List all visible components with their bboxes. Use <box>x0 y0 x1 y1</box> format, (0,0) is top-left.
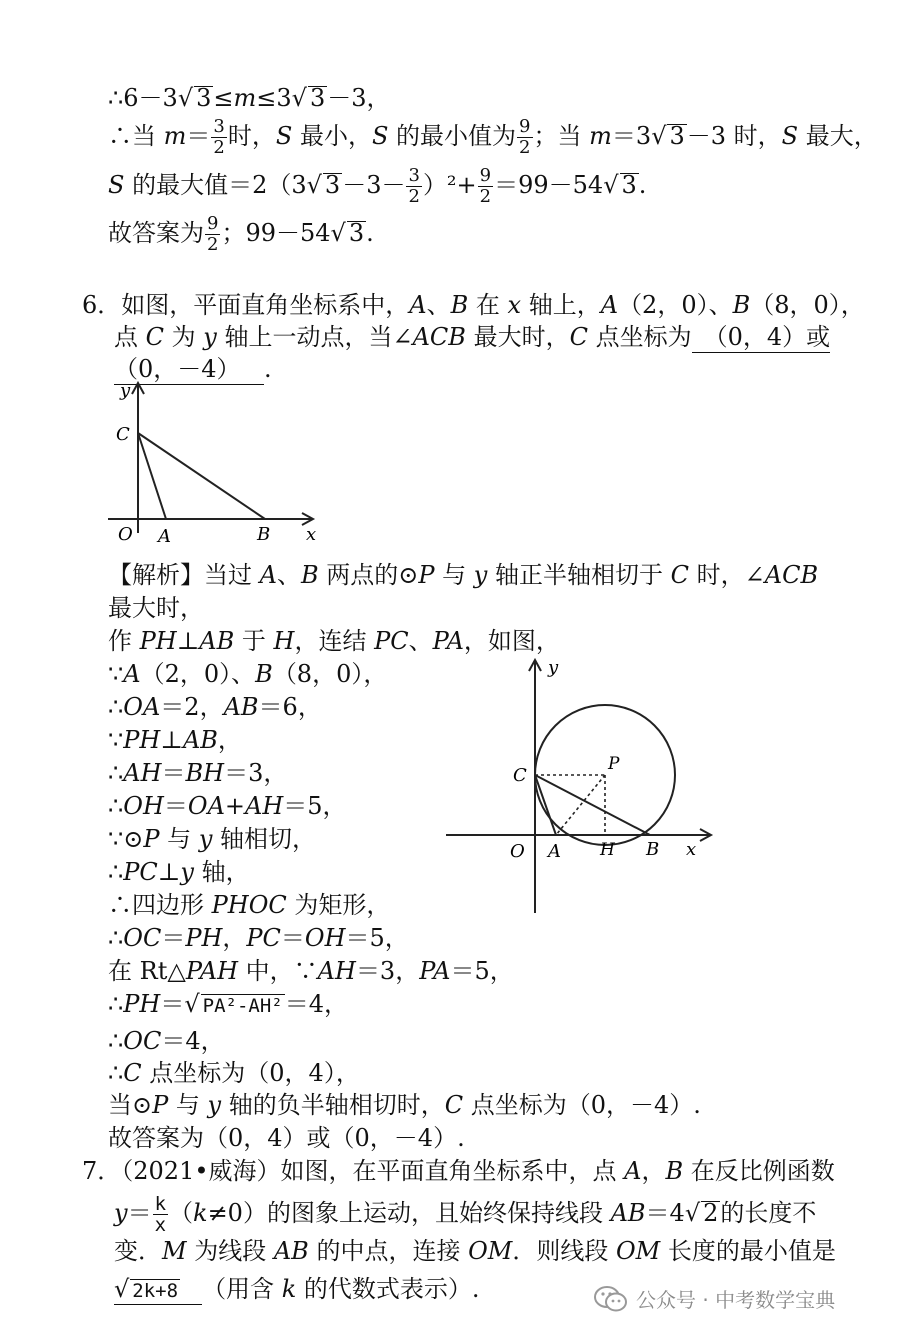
figure-2 <box>440 655 725 920</box>
watermark <box>594 1284 835 1313</box>
prev-line-4: 故答案为 $\frac{9}{2}$ ；99－54√ 3. <box>108 213 374 255</box>
fig1-line-CB <box>138 433 265 519</box>
fig2-label-B: B <box>646 839 660 860</box>
prev-line-2: ∴当 m＝ $\frac{3}{2}$ 时，S 最小，S 的最小值为 $\frac{9}{2}$ ；当 m＝3√ 3－3 时，S 最大， <box>108 116 878 158</box>
sol-line-17: 当⊙P 与 y 轴的负半轴相切时，C 点坐标为（0，－4）. <box>108 1091 701 1119</box>
sol-line-8: ∴OH＝OA+AH＝5， <box>108 792 347 820</box>
q6-answer-1: （0，4）或 <box>691 323 831 351</box>
fig1-label-A: A <box>158 526 171 547</box>
sol-line-12: ∴OC＝PH，PC＝OH＝5， <box>108 924 409 952</box>
fig1-label-C: C <box>116 424 130 445</box>
q7-line-2: y＝ $\frac{k}{x}$ （k≠0）的图象上运动，且始终保持线段 AB＝4√ 2的长度不 <box>114 1193 817 1236</box>
wechat-icon <box>594 1285 628 1313</box>
q6-line-1: 6．如图，平面直角坐标系中，A、B 在 x 轴上，A（2，0）、B（8，0）， <box>82 291 865 319</box>
fig2-label-P: P <box>608 754 620 774</box>
figure-1 <box>100 378 330 548</box>
sol-line-18: 故答案为（0，4）或（0，－4）. <box>108 1124 465 1152</box>
q7-answer: √ 2k+8 <box>114 1274 202 1305</box>
sol-line-7: ∴AH＝BH＝3， <box>108 759 288 787</box>
fig2-label-H: H <box>600 840 615 860</box>
fig1-label-O: O <box>118 524 133 545</box>
sol-line-11: ∴四边形 PHOC 为矩形， <box>108 891 391 919</box>
fig2-line-PA <box>556 775 605 835</box>
sol-line-4: ∵A（2，0）、B（8，0）， <box>108 660 388 688</box>
fig1-label-y: y <box>120 380 131 401</box>
sol-line-6: ∵PH⊥AB， <box>108 726 242 754</box>
fig1-label-B: B <box>257 524 271 545</box>
q7-line-4: √ 2k+8 （用含 k 的代数式表示）. <box>114 1275 480 1303</box>
q7-line-1: 7．（2021•威海）如图，在平面直角坐标系中，点 A，B 在反比例函数 <box>82 1157 835 1185</box>
sol-line-14: ∴PH＝√ PA²-AH²＝4， <box>108 990 349 1018</box>
watermark-text: 公众号 · 中考数学宝典 <box>636 1288 836 1312</box>
q6-answer-2: （0，－4） <box>114 354 264 385</box>
sol-line-3: 作 PH⊥AB 于 H，连结 PC、PA，如图， <box>108 627 560 655</box>
sol-line-2: 最大时， <box>108 594 204 622</box>
sol-line-15: ∴OC＝4， <box>108 1027 225 1055</box>
q6-line-3: （0，－4） . <box>114 355 272 383</box>
fig2-label-y: y <box>548 657 559 678</box>
fig2-label-A: A <box>548 841 561 862</box>
prev-line-3: S 的最大值＝2（3√ 3－3－ $\frac{3}{2}$ ）²+ $\frac{9}{2}$ ＝99－54√ 3. <box>108 165 647 207</box>
fig1-label-x: x <box>306 524 317 545</box>
sol-line-5: ∴OA＝2，AB＝6， <box>108 693 322 721</box>
fig1-line-CA <box>138 433 166 519</box>
q7-line-3: 变．M 为线段 AB 的中点，连接 OM．则线段 OM 长度的最小值是 <box>114 1237 836 1265</box>
fig2-label-x: x <box>686 839 697 860</box>
q6-line-2: 点 C 为 y 轴上一动点，当∠ACB 最大时，C 点坐标为 （0，4）或 <box>114 323 831 351</box>
sol-line-9: ∵⊙P 与 y 轴相切， <box>108 825 317 853</box>
sol-line-1: 【解析】当过 A、B 两点的⊙P 与 y 轴正半轴相切于 C 时，∠ACB <box>108 561 819 589</box>
fig2-label-C: C <box>513 765 527 786</box>
fig2-label-O: O <box>510 841 525 862</box>
sol-line-13: 在 Rt△PAH 中，∵AH＝3，PA＝5， <box>108 957 514 985</box>
sol-line-16: ∴C 点坐标为（0，4）， <box>108 1059 360 1087</box>
sol-line-10: ∴PC⊥y 轴， <box>108 858 250 886</box>
prev-line-1: ∴6－3√ 3≤m≤3√ 3－3， <box>108 84 391 112</box>
